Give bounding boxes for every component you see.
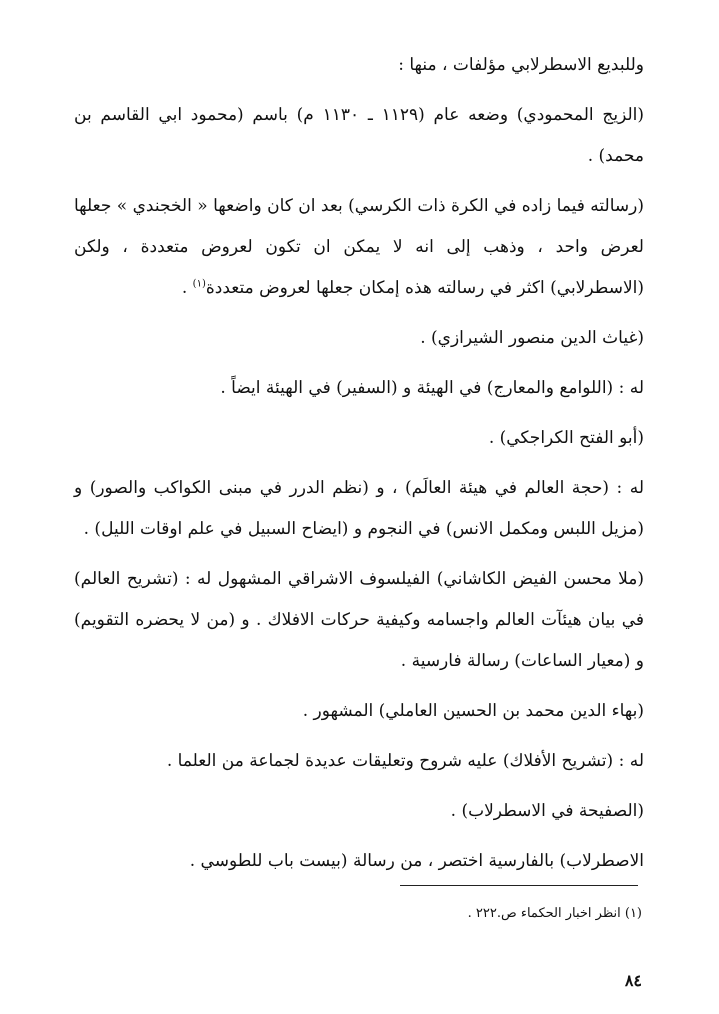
paragraph-tashrih: له : (تشريح الأفلاك) عليه شروح وتعليقات عديدة لجماعة من العلما .	[166, 751, 644, 771]
footnote-divider	[400, 885, 638, 886]
paragraph-zij: (الزيج المحمودي) وضعه عام (١١٢٩ ـ ١١٣٠ م) باسم (محمود ابي القاسم بن محمد) .	[74, 105, 644, 166]
paragraph-karajaki: (أبو الفتح الكراجكي) .	[488, 428, 644, 448]
paragraph-istirlab: الاصطرلاب) بالفارسية اختصر ، من رسالة (بيست باب للطوسي .	[189, 851, 644, 871]
paragraph-risala-text: (رسالته فيما زاده في الكرة ذات الكرسي) بعد ان كان واضعها « الخجندي » جعلها لعرض واحد ، وذهب إلى انه لا يمكن ان تكون لعروض متعددة ، ولكن (الاسطرلابي) اكثر في رسالته هذه إمكان جعلها لعروض متعددة	[74, 196, 644, 298]
paragraph-hujjat: له : (حجة العالم في هيئة العالَم) ، و (نظم الدرر في مبنى الكواكب والصور) و (مزيل اللبس ومكمل الانس) في النجوم و (ايضاح السبيل في علم اوقات الليل) .	[74, 478, 644, 539]
paragraph-bahaa: (بهاء الدين محمد بن الحسين العاملي) المشهور .	[302, 701, 644, 721]
paragraph-kashani: (ملا محسن الفيض الكاشاني) الفيلسوف الاشراقي المشهول له : (تشريح العالم) في بيان هيئآت العالم واجسامه وكيفية حركات الافلاك . و (من لا يحضره التقويم) و (معيار الساعات) رسالة فارسية .	[74, 569, 644, 671]
main-text	[74, 45, 644, 891]
paragraph-lawami: له : (اللوامع والمعارج) في الهيئة و (السفير) في الهيئة ايضاً .	[220, 378, 644, 398]
paragraph-ghiyath: (غياث الدين منصور الشيرازي) .	[420, 328, 644, 348]
paragraph-safiha: (الصفيحة في الاسطرلاب) .	[450, 801, 644, 821]
paragraph-intro: وللبديع الاسطرلابي مؤلفات ، منها :	[398, 55, 644, 75]
footnote: (١) انظر اخبار الحكماء ص.٢٢٢ .	[467, 906, 642, 921]
footnote-reference: (١)	[192, 278, 206, 290]
paragraph-risala: (رسالته فيما زاده في الكرة ذات الكرسي) بعد ان كان واضعها « الخجندي » جعلها لعرض واحد ، وذهب إلى انه لا يمكن ان تكون لعروض متعددة ، ولكن (الاسطرلابي) اكثر في رسالته هذه إمكان جعلها لعروض متعددة$^{(١)}$ .	[74, 196, 644, 298]
page-number: ٨٤	[624, 971, 642, 990]
